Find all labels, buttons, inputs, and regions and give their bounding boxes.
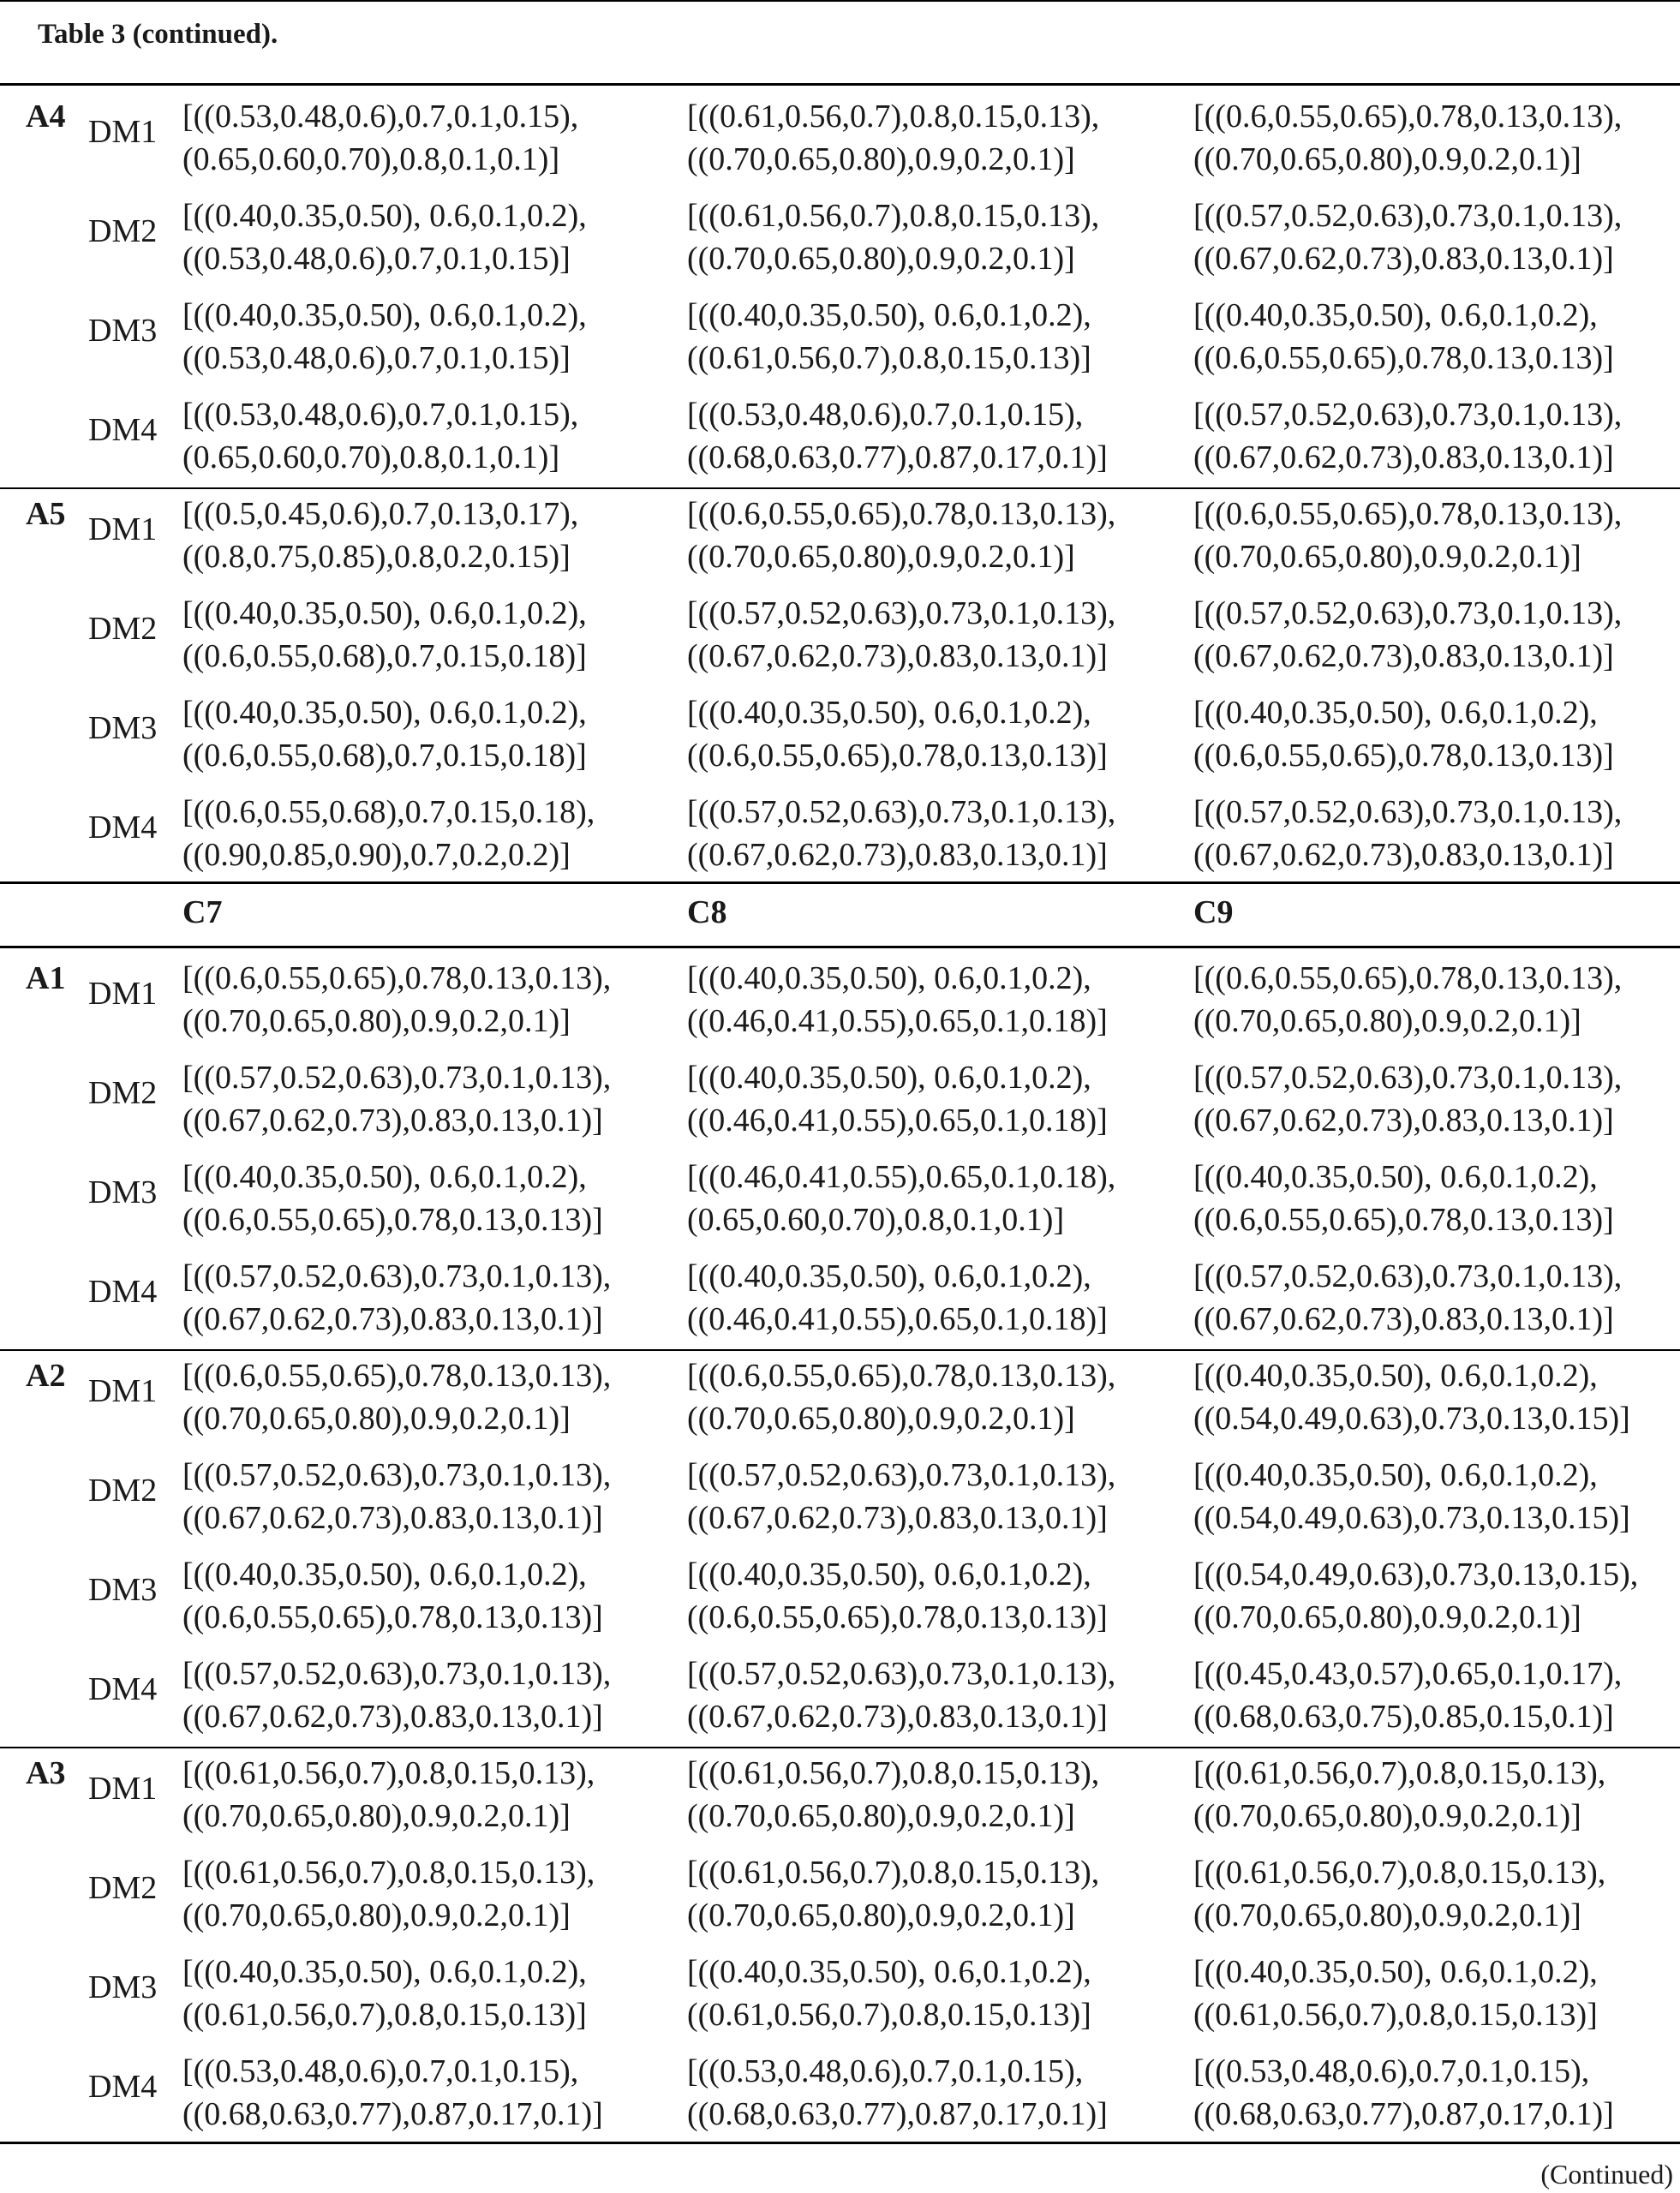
decision-maker-label: DM1 xyxy=(88,114,158,150)
rating-line: [((0.61,0.56,0.7),0.8,0.15,0.13), xyxy=(182,1755,595,1791)
rating-line: ((0.67,0.62,0.73),0.83,0.13,0.1)] xyxy=(1193,1102,1614,1138)
rating-line: ((0.46,0.41,0.55),0.65,0.1,0.18)] xyxy=(687,1003,1108,1039)
bottom-rule xyxy=(0,2142,1680,2144)
rating-cell xyxy=(182,194,587,280)
rating-line: ((0.70,0.65,0.80),0.9,0.2,0.1)] xyxy=(687,241,1075,277)
decision-maker-label: DM1 xyxy=(88,1373,158,1409)
table-row xyxy=(0,393,1680,493)
rating-line: ((0.54,0.49,0.63),0.73,0.13,0.15)] xyxy=(1193,1500,1630,1536)
column-header-c7: C7 xyxy=(182,894,223,930)
rating-cell xyxy=(687,1652,1115,1738)
rating-cell xyxy=(182,1156,603,1241)
column-header-rule xyxy=(0,946,1680,948)
table-row xyxy=(0,1752,1680,1851)
decision-maker-label: DM4 xyxy=(88,2069,158,2105)
decision-maker-label: DM1 xyxy=(88,1771,158,1807)
rating-line: ((0.70,0.65,0.80),0.9,0.2,0.1)] xyxy=(687,141,1075,177)
rating-cell xyxy=(687,1454,1115,1539)
rating-line: ((0.53,0.48,0.6),0.7,0.1,0.15)] xyxy=(182,241,571,277)
rating-cell xyxy=(182,957,611,1043)
table-row xyxy=(0,1652,1680,1752)
table-row xyxy=(0,1156,1680,1255)
rating-line: [((0.40,0.35,0.50), 0.6,0.1,0.2), xyxy=(182,595,587,631)
rating-line: [((0.57,0.52,0.63),0.73,0.1,0.13), xyxy=(182,1457,612,1493)
rating-cell xyxy=(687,493,1115,578)
rating-line: ((0.68,0.63,0.77),0.87,0.17,0.1)] xyxy=(1193,2096,1614,2132)
rating-line: [((0.6,0.55,0.65),0.78,0.13,0.13), xyxy=(1193,496,1623,532)
rating-line: [((0.40,0.35,0.50), 0.6,0.1,0.2), xyxy=(1193,1457,1598,1493)
rating-cell xyxy=(1193,294,1614,379)
rating-cell xyxy=(182,1553,603,1639)
rating-cell xyxy=(1193,393,1622,479)
rating-line: ((0.67,0.62,0.73),0.83,0.13,0.1)] xyxy=(687,1699,1108,1735)
group-separator-rule xyxy=(0,1747,1680,1748)
rating-line: [((0.6,0.55,0.65),0.78,0.13,0.13), xyxy=(182,1358,612,1394)
rating-cell xyxy=(182,2050,603,2136)
rating-line: [((0.57,0.52,0.63),0.73,0.1,0.13), xyxy=(182,1258,612,1294)
decision-maker-label: DM4 xyxy=(88,412,158,448)
rating-line: [((0.40,0.35,0.50), 0.6,0.1,0.2), xyxy=(182,1954,587,1990)
rating-cell xyxy=(1193,791,1622,876)
rating-line: ((0.70,0.65,0.80),0.9,0.2,0.1)] xyxy=(182,1401,571,1437)
rating-line: [((0.40,0.35,0.50), 0.6,0.1,0.2), xyxy=(182,1159,587,1195)
rating-line: [((0.40,0.35,0.50), 0.6,0.1,0.2), xyxy=(687,1557,1091,1592)
rating-line: [((0.6,0.55,0.65),0.78,0.13,0.13), xyxy=(1193,99,1623,134)
rating-cell xyxy=(182,1951,587,2036)
rating-line: [((0.53,0.48,0.6),0.7,0.1,0.15), xyxy=(182,99,579,134)
rating-line: ((0.70,0.65,0.80),0.9,0.2,0.1)] xyxy=(182,1897,571,1933)
rating-cell xyxy=(687,393,1108,479)
rating-line: [((0.53,0.48,0.6),0.7,0.1,0.15), xyxy=(182,2053,579,2089)
decision-maker-label: DM3 xyxy=(88,1572,158,1608)
rating-line: [((0.40,0.35,0.50), 0.6,0.1,0.2), xyxy=(1193,1159,1598,1195)
rating-cell xyxy=(1193,1354,1630,1440)
rating-line: ((0.67,0.62,0.73),0.83,0.13,0.1)] xyxy=(182,1102,603,1138)
decision-maker-label: DM4 xyxy=(88,1274,158,1310)
rating-line: ((0.70,0.65,0.80),0.9,0.2,0.1)] xyxy=(1193,141,1581,177)
rating-line: [((0.57,0.52,0.63),0.73,0.1,0.13), xyxy=(182,1060,612,1096)
rating-cell xyxy=(182,493,578,578)
rating-cell xyxy=(687,1951,1091,2036)
rating-line: [((0.40,0.35,0.50), 0.6,0.1,0.2), xyxy=(687,695,1091,731)
alternative-label: A3 xyxy=(26,1755,66,1791)
rating-line: ((0.61,0.56,0.7),0.8,0.15,0.13)] xyxy=(687,340,1091,376)
rating-line: ((0.70,0.65,0.80),0.9,0.2,0.1)] xyxy=(687,539,1075,575)
rating-line: ((0.70,0.65,0.80),0.9,0.2,0.1)] xyxy=(182,1798,571,1834)
rating-line: ((0.67,0.62,0.73),0.83,0.13,0.1)] xyxy=(182,1500,603,1536)
rating-line: [((0.61,0.56,0.7),0.8,0.15,0.13), xyxy=(182,1855,595,1891)
table-row xyxy=(0,1454,1680,1553)
rating-line: [((0.61,0.56,0.7),0.8,0.15,0.13), xyxy=(687,1755,1100,1791)
rating-line: [((0.45,0.43,0.57),0.65,0.1,0.17), xyxy=(1193,1656,1623,1692)
rating-line: [((0.6,0.55,0.65),0.78,0.13,0.13), xyxy=(687,496,1116,532)
rating-line: [((0.61,0.56,0.7),0.8,0.15,0.13), xyxy=(1193,1855,1606,1891)
decision-maker-label: DM3 xyxy=(88,1969,158,2005)
rating-line: ((0.61,0.56,0.7),0.8,0.15,0.13)] xyxy=(687,1997,1091,2033)
header-rule xyxy=(0,83,1680,86)
rating-cell xyxy=(1193,1851,1605,1937)
rating-line: ((0.46,0.41,0.55),0.65,0.1,0.18)] xyxy=(687,1301,1108,1337)
rating-line: [((0.57,0.52,0.63),0.73,0.1,0.13), xyxy=(182,1656,612,1692)
rating-line: [((0.57,0.52,0.63),0.73,0.1,0.13), xyxy=(1193,1060,1623,1096)
rating-cell xyxy=(687,1851,1099,1937)
rating-line: ((0.6,0.55,0.65),0.78,0.13,0.13)] xyxy=(687,1599,1108,1635)
rating-line: [((0.57,0.52,0.63),0.73,0.1,0.13), xyxy=(687,1457,1116,1493)
decision-maker-label: DM2 xyxy=(88,213,158,249)
rating-cell xyxy=(182,592,587,678)
rating-cell xyxy=(687,1255,1108,1341)
rating-cell xyxy=(1193,957,1622,1043)
rating-cell xyxy=(182,691,587,777)
rating-cell xyxy=(687,1156,1115,1241)
column-header-c8: C8 xyxy=(687,894,727,930)
decision-maker-label: DM1 xyxy=(88,976,158,1012)
rating-line: ((0.67,0.62,0.73),0.83,0.13,0.1)] xyxy=(687,638,1108,674)
rating-line: ((0.67,0.62,0.73),0.83,0.13,0.1)] xyxy=(687,837,1108,873)
column-header-c9: C9 xyxy=(1193,894,1234,930)
rating-cell xyxy=(1193,1951,1598,2036)
rating-cell xyxy=(1193,592,1622,678)
rating-line: ((0.67,0.62,0.73),0.83,0.13,0.1)] xyxy=(1193,241,1614,277)
rating-line: [((0.53,0.48,0.6),0.7,0.1,0.15), xyxy=(687,397,1084,433)
rating-line: [((0.57,0.52,0.63),0.73,0.1,0.13), xyxy=(687,595,1116,631)
decision-maker-label: DM3 xyxy=(88,1174,158,1210)
rating-line: [((0.40,0.35,0.50), 0.6,0.1,0.2), xyxy=(687,960,1091,996)
rating-cell xyxy=(182,1354,611,1440)
rating-line: [((0.61,0.56,0.7),0.8,0.15,0.13), xyxy=(1193,1755,1606,1791)
table-row xyxy=(0,493,1680,592)
rating-line: [((0.53,0.48,0.6),0.7,0.1,0.15), xyxy=(1193,2053,1590,2089)
rating-line: ((0.6,0.55,0.65),0.78,0.13,0.13)] xyxy=(687,738,1108,774)
rating-line: [((0.40,0.35,0.50), 0.6,0.1,0.2), xyxy=(687,1060,1091,1096)
rating-line: ((0.46,0.41,0.55),0.65,0.1,0.18)] xyxy=(687,1102,1108,1138)
decision-maker-label: DM4 xyxy=(88,1671,158,1707)
decision-maker-label: DM1 xyxy=(88,511,158,547)
rating-cell xyxy=(1193,1553,1638,1639)
decision-maker-label: DM3 xyxy=(88,313,158,349)
table-row xyxy=(0,691,1680,791)
rating-line: ((0.67,0.62,0.73),0.83,0.13,0.1)] xyxy=(182,1301,603,1337)
rating-line: [((0.57,0.52,0.63),0.73,0.1,0.13), xyxy=(687,794,1116,830)
top-rule xyxy=(0,0,1680,2)
rating-cell xyxy=(1193,1454,1630,1539)
table-row xyxy=(0,1553,1680,1652)
rating-line: [((0.40,0.35,0.50), 0.6,0.1,0.2), xyxy=(1193,1358,1598,1394)
rating-line: [((0.61,0.56,0.7),0.8,0.15,0.13), xyxy=(687,198,1100,234)
rating-line: ((0.70,0.65,0.80),0.9,0.2,0.1)] xyxy=(182,1003,571,1039)
rating-line: [((0.57,0.52,0.63),0.73,0.1,0.13), xyxy=(1193,198,1623,234)
rating-line: ((0.6,0.55,0.65),0.78,0.13,0.13)] xyxy=(1193,340,1614,376)
rating-cell xyxy=(687,791,1115,876)
rating-line: [((0.40,0.35,0.50), 0.6,0.1,0.2), xyxy=(687,297,1091,333)
rating-line: [((0.57,0.52,0.63),0.73,0.1,0.13), xyxy=(1193,794,1623,830)
rating-line: [((0.40,0.35,0.50), 0.6,0.1,0.2), xyxy=(1193,1954,1598,1990)
decision-maker-label: DM2 xyxy=(88,611,158,647)
rating-line: [((0.57,0.52,0.63),0.73,0.1,0.13), xyxy=(687,1656,1116,1692)
table-row xyxy=(0,592,1680,691)
rating-line: ((0.54,0.49,0.63),0.73,0.13,0.15)] xyxy=(1193,1401,1630,1437)
rating-line: ((0.70,0.65,0.80),0.9,0.2,0.1)] xyxy=(1193,1599,1581,1635)
rating-cell xyxy=(1193,1752,1605,1837)
rating-cell xyxy=(1193,1652,1622,1738)
rating-line: (0.65,0.60,0.70),0.8,0.1,0.1)] xyxy=(182,439,560,475)
rating-line: ((0.70,0.65,0.80),0.9,0.2,0.1)] xyxy=(687,1897,1075,1933)
rating-line: ((0.90,0.85,0.90),0.7,0.2,0.2)] xyxy=(182,837,571,873)
rating-cell xyxy=(182,1255,611,1341)
decision-maker-label: DM2 xyxy=(88,1870,158,1906)
rating-cell xyxy=(687,95,1099,181)
rating-line: [((0.53,0.48,0.6),0.7,0.1,0.15), xyxy=(687,2053,1084,2089)
rating-line: [((0.6,0.55,0.68),0.7,0.15,0.18), xyxy=(182,794,595,830)
rating-line: ((0.70,0.65,0.80),0.9,0.2,0.1)] xyxy=(1193,1798,1581,1834)
rating-cell xyxy=(182,1454,611,1539)
table-row xyxy=(0,194,1680,294)
alternative-label: A5 xyxy=(26,496,66,532)
rating-cell xyxy=(1193,493,1622,578)
rating-cell xyxy=(687,294,1091,379)
rating-line: ((0.70,0.65,0.80),0.9,0.2,0.1)] xyxy=(687,1798,1075,1834)
rating-line: [((0.57,0.52,0.63),0.73,0.1,0.13), xyxy=(1193,397,1623,433)
rating-line: ((0.67,0.62,0.73),0.83,0.13,0.1)] xyxy=(1193,837,1614,873)
alternative-label: A4 xyxy=(26,99,66,134)
table-row xyxy=(0,957,1680,1056)
table-row xyxy=(0,95,1680,194)
continued-note: (Continued) xyxy=(1540,2159,1673,2190)
rating-line: [((0.40,0.35,0.50), 0.6,0.1,0.2), xyxy=(182,1557,587,1592)
rating-line: ((0.70,0.65,0.80),0.9,0.2,0.1)] xyxy=(1193,1897,1581,1933)
rating-line: ((0.6,0.55,0.65),0.78,0.13,0.13)] xyxy=(182,1202,603,1238)
rating-line: [((0.40,0.35,0.50), 0.6,0.1,0.2), xyxy=(182,695,587,731)
alternative-label: A2 xyxy=(26,1358,66,1394)
alternative-label: A1 xyxy=(26,960,66,996)
rating-line: ((0.67,0.62,0.73),0.83,0.13,0.1)] xyxy=(1193,1301,1614,1337)
rating-cell xyxy=(182,1752,595,1837)
rating-line: (0.65,0.60,0.70),0.8,0.1,0.1)] xyxy=(182,141,560,177)
rating-cell xyxy=(687,691,1108,777)
rating-line: (0.65,0.60,0.70),0.8,0.1,0.1)] xyxy=(687,1202,1065,1238)
rating-line: [((0.40,0.35,0.50), 0.6,0.1,0.2), xyxy=(182,297,587,333)
rating-line: [((0.40,0.35,0.50), 0.6,0.1,0.2), xyxy=(1193,297,1598,333)
rating-line: ((0.67,0.62,0.73),0.83,0.13,0.1)] xyxy=(687,1500,1108,1536)
rating-cell xyxy=(687,1354,1115,1440)
rating-cell xyxy=(182,1056,611,1142)
rating-line: ((0.6,0.55,0.68),0.7,0.15,0.18)] xyxy=(182,738,587,774)
table-row xyxy=(0,2050,1680,2149)
rating-line: ((0.61,0.56,0.7),0.8,0.15,0.13)] xyxy=(1193,1997,1598,2033)
rating-cell xyxy=(182,95,578,181)
rating-line: ((0.68,0.63,0.75),0.85,0.15,0.1)] xyxy=(1193,1699,1614,1735)
decision-maker-label: DM4 xyxy=(88,810,158,846)
rating-line: ((0.6,0.55,0.65),0.78,0.13,0.13)] xyxy=(1193,1202,1614,1238)
block-separator-rule xyxy=(0,881,1680,884)
table-caption: Table 3 (continued). xyxy=(38,19,278,50)
decision-maker-label: DM2 xyxy=(88,1473,158,1509)
rating-line: ((0.6,0.55,0.68),0.7,0.15,0.18)] xyxy=(182,638,587,674)
rating-line: ((0.67,0.62,0.73),0.83,0.13,0.1)] xyxy=(1193,439,1614,475)
table-row xyxy=(0,791,1680,890)
rating-cell xyxy=(182,1652,611,1738)
rating-line: ((0.68,0.63,0.77),0.87,0.17,0.1)] xyxy=(687,2096,1108,2132)
rating-line: ((0.68,0.63,0.77),0.87,0.17,0.1)] xyxy=(182,2096,603,2132)
rating-line: ((0.70,0.65,0.80),0.9,0.2,0.1)] xyxy=(1193,1003,1581,1039)
rating-line: [((0.6,0.55,0.65),0.78,0.13,0.13), xyxy=(1193,960,1623,996)
table-row xyxy=(0,1255,1680,1354)
rating-line: ((0.70,0.65,0.80),0.9,0.2,0.1)] xyxy=(687,1401,1075,1437)
rating-line: [((0.40,0.35,0.50), 0.6,0.1,0.2), xyxy=(687,1258,1091,1294)
table-row xyxy=(0,294,1680,393)
rating-cell xyxy=(687,194,1099,280)
rating-line: [((0.61,0.56,0.7),0.8,0.15,0.13), xyxy=(687,1855,1100,1891)
rating-cell xyxy=(1193,95,1622,181)
rating-cell xyxy=(1193,691,1614,777)
rating-line: [((0.46,0.41,0.55),0.65,0.1,0.18), xyxy=(687,1159,1116,1195)
rating-line: [((0.61,0.56,0.7),0.8,0.15,0.13), xyxy=(687,99,1100,134)
rating-cell xyxy=(1193,1156,1614,1241)
rating-cell xyxy=(1193,1056,1622,1142)
rating-cell xyxy=(182,393,578,479)
rating-line: ((0.70,0.65,0.80),0.9,0.2,0.1)] xyxy=(1193,539,1581,575)
rating-cell xyxy=(687,592,1115,678)
rating-line: ((0.67,0.62,0.73),0.83,0.13,0.1)] xyxy=(182,1699,603,1735)
rating-line: [((0.40,0.35,0.50), 0.6,0.1,0.2), xyxy=(1193,695,1598,731)
decision-maker-label: DM3 xyxy=(88,710,158,746)
rating-cell xyxy=(687,1056,1108,1142)
table-row xyxy=(0,1951,1680,2050)
decision-maker-label: DM2 xyxy=(88,1075,158,1111)
table-row xyxy=(0,1354,1680,1454)
table-row xyxy=(0,1851,1680,1951)
table-row xyxy=(0,1056,1680,1156)
group-separator-rule xyxy=(0,487,1680,489)
rating-cell xyxy=(182,791,595,876)
rating-line: ((0.68,0.63,0.77),0.87,0.17,0.1)] xyxy=(687,439,1108,475)
rating-line: [((0.54,0.49,0.63),0.73,0.13,0.15), xyxy=(1193,1557,1639,1592)
rating-cell xyxy=(1193,2050,1614,2136)
rating-cell xyxy=(687,1553,1108,1639)
rating-cell xyxy=(687,1752,1099,1837)
rating-cell xyxy=(1193,1255,1622,1341)
group-separator-rule xyxy=(0,1349,1680,1351)
rating-line: [((0.57,0.52,0.63),0.73,0.1,0.13), xyxy=(1193,1258,1623,1294)
rating-line: ((0.8,0.75,0.85),0.8,0.2,0.15)] xyxy=(182,539,571,575)
rating-line: [((0.40,0.35,0.50), 0.6,0.1,0.2), xyxy=(182,198,587,234)
rating-line: [((0.57,0.52,0.63),0.73,0.1,0.13), xyxy=(1193,595,1623,631)
rating-line: [((0.5,0.45,0.6),0.7,0.13,0.17), xyxy=(182,496,579,532)
rating-line: [((0.53,0.48,0.6),0.7,0.1,0.15), xyxy=(182,397,579,433)
rating-line: ((0.61,0.56,0.7),0.8,0.15,0.13)] xyxy=(182,1997,587,2033)
rating-line: ((0.6,0.55,0.65),0.78,0.13,0.13)] xyxy=(182,1599,603,1635)
rating-cell xyxy=(1193,194,1622,280)
rating-line: ((0.67,0.62,0.73),0.83,0.13,0.1)] xyxy=(1193,638,1614,674)
rating-line: [((0.40,0.35,0.50), 0.6,0.1,0.2), xyxy=(687,1954,1091,1990)
rating-cell xyxy=(182,1851,595,1937)
rating-line: ((0.6,0.55,0.65),0.78,0.13,0.13)] xyxy=(1193,738,1614,774)
rating-cell xyxy=(182,294,587,379)
rating-line: [((0.6,0.55,0.65),0.78,0.13,0.13), xyxy=(687,1358,1116,1394)
rating-cell xyxy=(687,957,1108,1043)
rating-line: [((0.6,0.55,0.65),0.78,0.13,0.13), xyxy=(182,960,612,996)
rating-cell xyxy=(687,2050,1108,2136)
rating-line: ((0.53,0.48,0.6),0.7,0.1,0.15)] xyxy=(182,340,571,376)
